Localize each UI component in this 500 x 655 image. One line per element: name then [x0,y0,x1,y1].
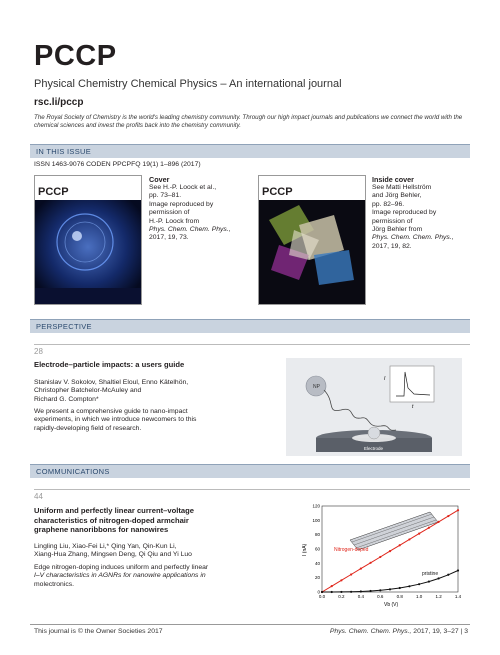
inside-cover-caption-line: Phys. Chem. Chem. Phys., [372,234,454,242]
section-bar-perspective [30,319,470,333]
iv-chart [300,500,470,610]
footer-left: This journal is © the Owner Societies 2017 [34,628,163,635]
inside-cover-caption-line: Jörg Behler from [372,226,423,234]
communications-authors [34,543,284,560]
x-axis-label: Vb (V) [384,602,399,608]
label-nitrogen-doped: Nitrogen-doped [334,547,369,553]
rsc-blurb: The Royal Society of Chemistry is the world's leading chemistry community. Through our high impact journals and publications we connect the world with the chemical sciences and invest the profits back into the chemistry community. [34,114,463,129]
x-tick-label: 0.6 [377,594,384,599]
pristine-data-point [428,580,430,582]
cover-caption-title: Cover [149,175,170,184]
doped-data-point [331,585,333,587]
pristine-data-point [360,590,362,592]
issn-line: ISSN 1463-9076 CODEN PPCPFQ 19(1) 1–896 (2017) [34,161,201,168]
cover-caption-line: H.-P. Loock from [149,217,200,225]
y-tick-label: 100 [312,517,320,523]
cover-caption-line: See H.-P. Loock et al., [149,184,217,191]
perspective-article-title[interactable]: Electrode–particle impacts: a users guide [34,360,185,369]
pristine-data-point [408,585,410,587]
doped-data-point [447,515,449,517]
communications-page-number: 44 [34,492,43,501]
pristine-data-point [369,590,371,592]
label-pristine: pristine [422,571,439,577]
inside-cover-caption-title: Inside cover [372,175,414,184]
journal-title: PCCP [34,40,117,72]
doped-data-point [399,544,401,546]
doped-data-point [457,509,459,511]
cover-caption-line: Phys. Chem. Chem. Phys., [149,226,231,234]
author-line: Xiang-Hua Zhang, Mingsen Deng, Qi Qiu and Yi Luo [34,551,192,559]
x-tick-label: 1.2 [435,594,442,599]
x-tick-label: 1.4 [454,594,462,599]
title-line: Uniform and perfectly linear current–voltage [34,506,194,515]
cover-image [34,175,142,305]
pristine-data-point [437,577,439,579]
doped-data-point [369,562,371,564]
author-line: Stanislav V. Sokolov, Shaltiel Eloul, Enno Kätelhön, [34,379,189,386]
y-tick-label: 0 [317,589,320,595]
doped-data-point [437,521,439,523]
abstract-line: We present a comprehensive guide to nano-impact [34,408,188,415]
abstract-line: rapidly-developing field of research. [34,424,142,432]
inside-cover-caption-line: and Jörg Behler, [372,192,422,200]
inside-cover-caption-line: permission of [372,217,413,225]
perspective-figure [286,358,462,456]
doped-data-point [418,532,420,534]
communications-abstract [34,564,284,589]
section-heading: IN THIS ISSUE [36,147,92,156]
section-bar-communications [30,464,470,478]
abstract-line: Edge nitrogen-doping induces uniform and perfectly linear [34,564,209,571]
doped-data-point [408,538,410,540]
pristine-data-point [447,574,449,576]
author-line: Christopher Batchelor-McAuley and [34,387,142,395]
pristine-data-point [321,591,323,593]
inside-cover-caption-line: pp. 82–96. [372,200,405,208]
inside-cover-caption-line: Image reproduced by [372,209,437,217]
pristine-data-point [340,591,342,593]
abstract-line: I–V characteristics in AGNRs for nanowire applications in [34,572,206,580]
x-tick-label: 1.0 [416,594,423,599]
abstract-line: experiments, in which we introduce newcomers to this [34,416,197,424]
cover-caption-line: 2017, 19, 73. [149,234,189,242]
perspective-page-number: 28 [34,347,43,356]
x-tick-label: 0.4 [357,594,364,599]
divider [34,344,470,345]
pristine-data-point [350,591,352,593]
divider [34,489,470,490]
y-tick-label: 20 [314,575,320,581]
footer-page-info: 2017, 19, 3–27 | 3 [411,628,468,635]
inside-cover-image [258,175,366,305]
doped-data-point [428,527,430,529]
title-line: graphene nanoribbons for nanowires [34,525,169,534]
pristine-data-point [379,589,381,591]
perspective-authors [34,379,274,404]
x-tick-label: 0.0 [318,594,326,599]
cover-caption-line: pp. 73–81. [149,192,182,200]
doped-data-point [340,579,342,581]
author-line: Richard G. Compton* [34,395,99,403]
pristine-data-point [389,588,391,590]
doped-data-point [379,556,381,558]
inside-cover-caption [372,175,472,251]
y-tick-label: 80 [314,532,320,538]
perspective-abstract [34,408,274,433]
footer-divider [30,624,470,625]
y-tick-label: 60 [314,546,320,552]
cover-artwork [35,200,141,304]
cover-caption [149,175,244,243]
inside-cover-logo: PCCP [262,186,293,198]
footer-journal: Phys. Chem. Chem. Phys., [329,628,412,635]
journal-subtitle: Physical Chemistry Chemical Physics – An international journal [34,78,342,90]
cover-logo: PCCP [38,186,69,198]
electrode-label: Electrode [364,446,384,451]
y-tick-label: 40 [314,560,320,566]
abstract-line: molectronics. [34,580,75,588]
section-heading: PERSPECTIVE [36,322,92,331]
cover-caption-line: Image reproduced by [149,200,214,208]
pristine-data-point [331,591,333,593]
doped-data-point [350,573,352,575]
pristine-data-point [399,587,401,589]
np-label: NP [313,384,320,390]
journal-url[interactable]: rsc.li/pccp [34,97,84,108]
y-tick-label: 120 [312,503,320,509]
section-heading: COMMUNICATIONS [36,467,110,476]
inside-cover-caption-line: 2017, 19, 82. [372,242,412,250]
title-line: characteristics of nitrogen-doped armchair [34,515,189,525]
pristine-data-point [457,569,459,571]
x-tick-label: 0.8 [396,594,403,599]
inside-cover-artwork [259,200,365,304]
section-bar-in-this-issue [30,144,470,158]
doped-data-point [389,550,391,552]
inset-ylabel: I [384,376,386,382]
x-tick-label: 0.2 [338,594,345,599]
inside-cover-caption-line: See Matti Hellström [372,184,432,191]
pristine-data-point [418,583,420,585]
y-axis-label: I (nA) [302,543,308,556]
inset-xlabel: t [412,404,414,410]
cover-caption-line: permission of [149,209,190,217]
footer-right [330,628,468,635]
inset-graph [390,366,434,402]
author-line: Lingling Liu, Xiao-Fei Li,* Qing Yan, Qin-Kun Li, [34,543,177,550]
communications-article-title[interactable] [34,506,284,535]
doped-data-point [360,568,362,570]
